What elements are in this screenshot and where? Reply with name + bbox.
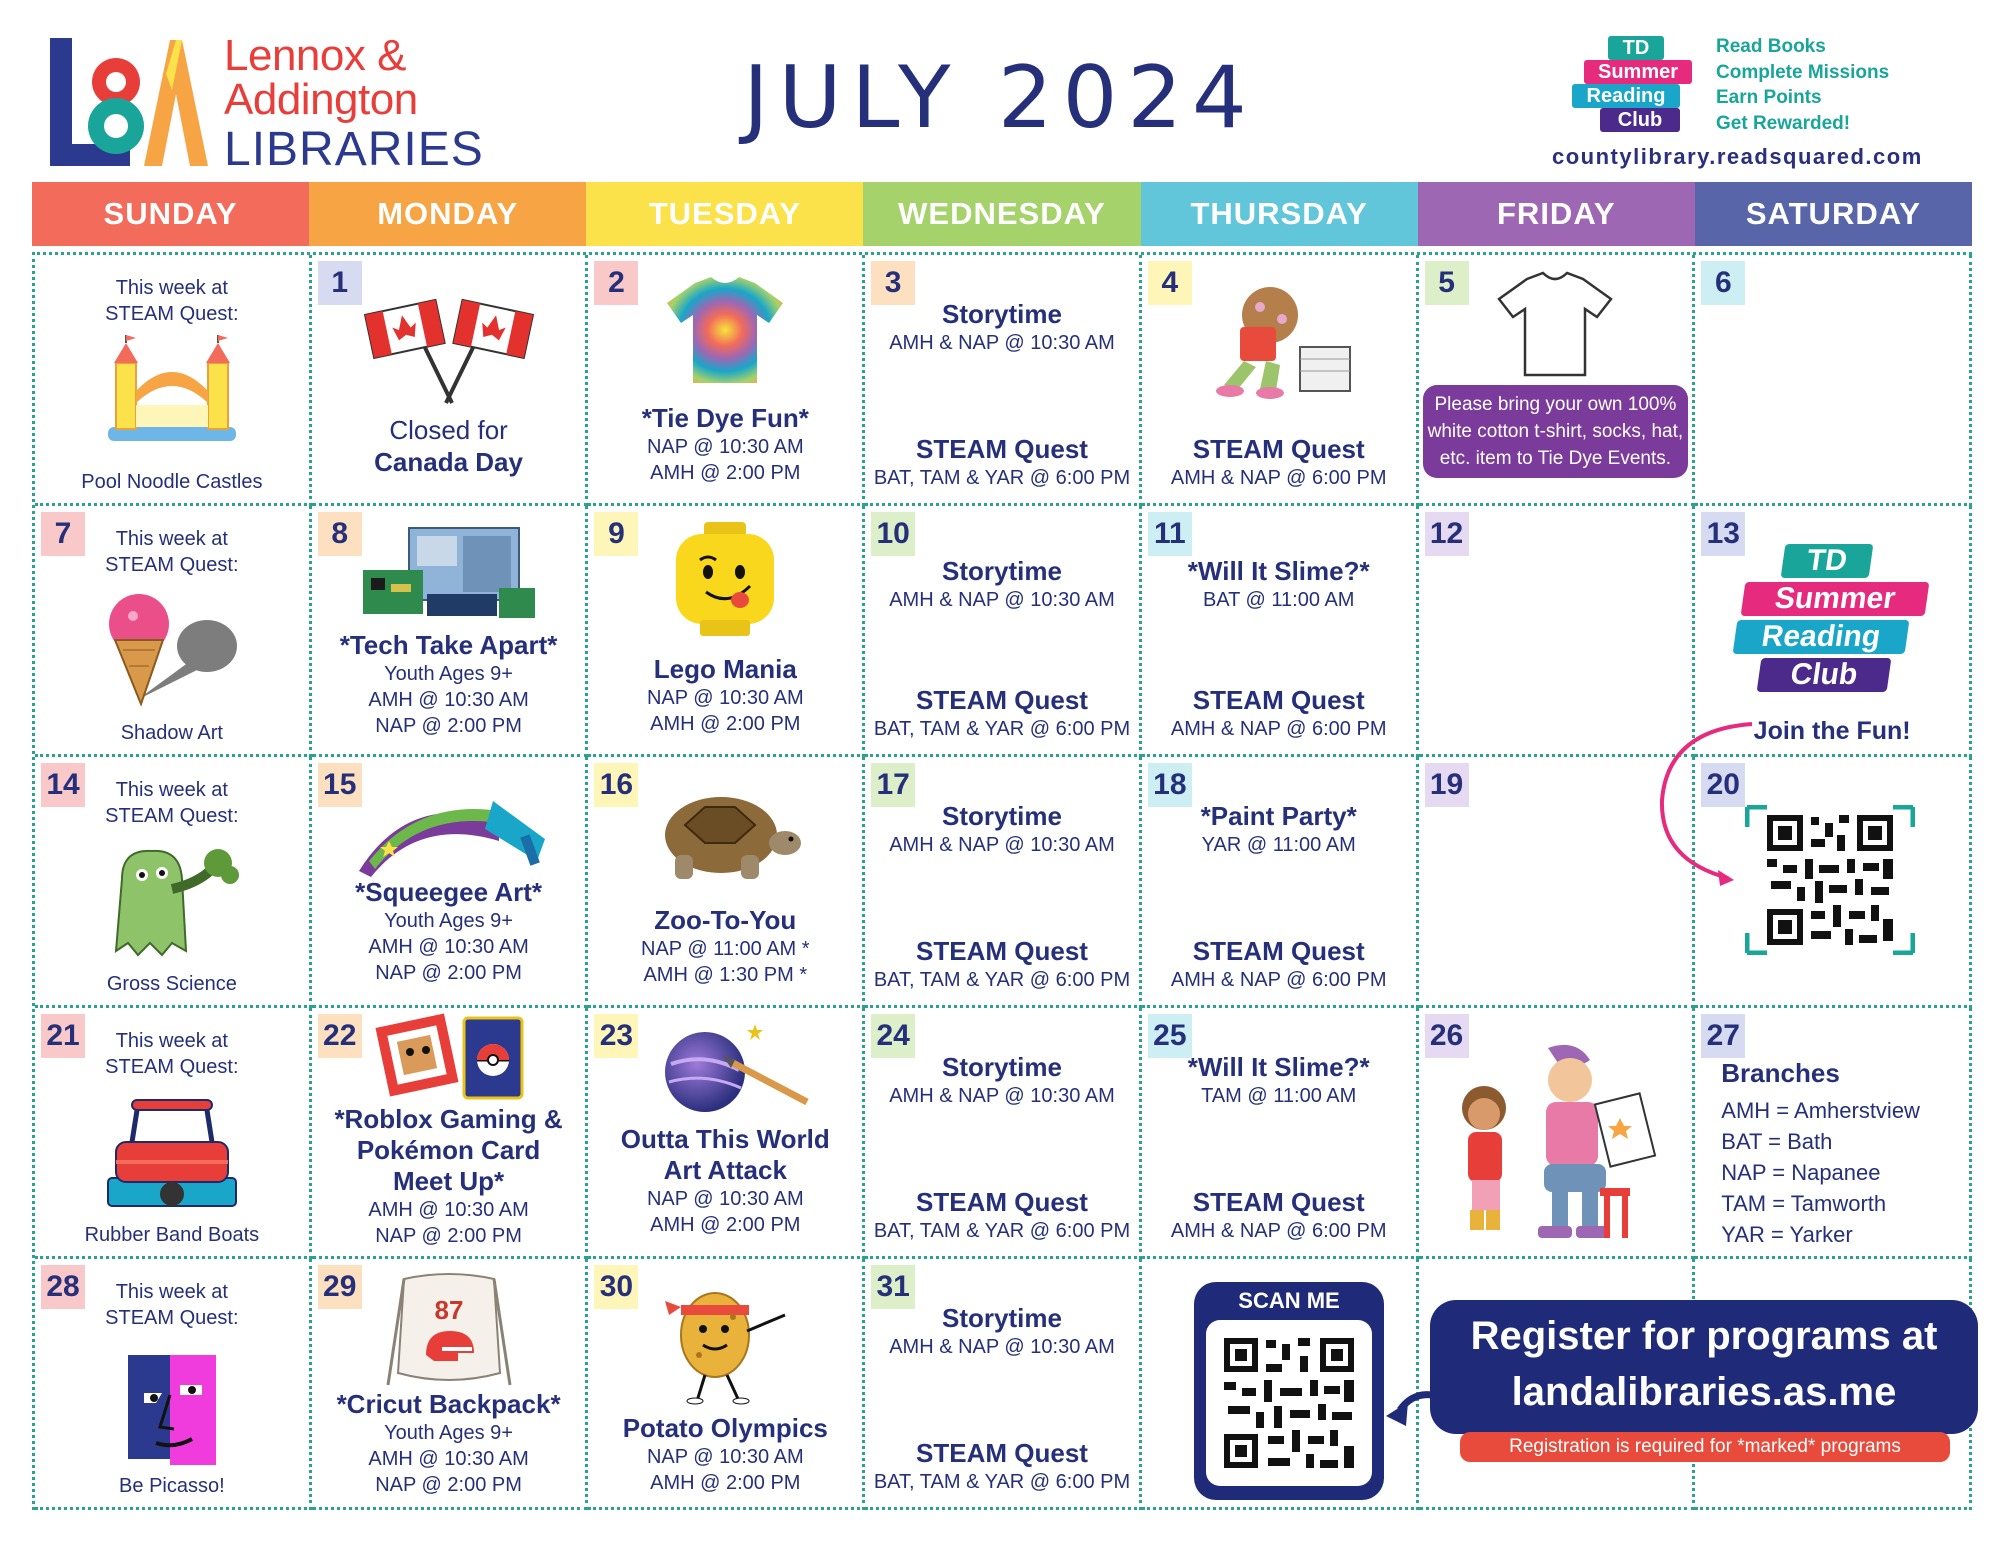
reading-character-icon (1204, 285, 1354, 400)
storytime-event (865, 1303, 1139, 1360)
day-header-sunday: SUNDAY (32, 182, 309, 246)
month-title: JULY 2024 (743, 48, 1257, 148)
steam-quest-event (1142, 434, 1416, 491)
event-time-2: NAP @ 2:00 PM (375, 715, 522, 737)
event-time-2: NAP @ 2:00 PM (375, 1474, 522, 1496)
steam-quest-event (865, 1187, 1139, 1244)
event-tie-dye (588, 403, 862, 486)
la-logo-mark-icon (48, 34, 208, 169)
event-title-1: Outta This World (620, 1124, 830, 1154)
steam-quest-event (1142, 1187, 1416, 1244)
pink-arrow-icon (1648, 720, 1758, 890)
storytime-title: Storytime (942, 1303, 1062, 1333)
event-potato (588, 1413, 862, 1496)
computer-parts-icon (359, 524, 539, 624)
date-number: 11 (1148, 512, 1192, 556)
event-time-2: AMH @ 2:00 PM (650, 462, 801, 484)
event-closed (312, 413, 586, 478)
steam-quest-event (1142, 936, 1416, 993)
event-ages: Youth Ages 9+ (384, 910, 513, 932)
branch-item: BAT = Bath (1721, 1129, 1833, 1154)
intro-line-2: STEAM Quest: (105, 554, 239, 576)
ice-cream-shadow-icon (97, 588, 247, 708)
steam-week-3-name: Gross Science (106, 973, 237, 995)
tortoise-icon (645, 785, 805, 885)
storytime-event (865, 1052, 1139, 1109)
register-box[interactable] (1430, 1300, 1978, 1434)
steam-title: STEAM Quest (1192, 685, 1365, 715)
tshirt-reminder-note: Please bring your own 100% white cotton t-shirt, socks, hat, etc. item to Tie Dye Events. (1423, 385, 1689, 478)
register-qr-code-icon (1206, 1320, 1372, 1486)
day-header-thursday: THURSDAY (1141, 182, 1418, 246)
day-cell-23[interactable] (588, 1008, 865, 1259)
src-url-link[interactable]: countylibrary.readsquared.com (1552, 144, 1923, 169)
date-number: 21 (41, 1014, 85, 1058)
day-header-friday: FRIDAY (1418, 182, 1695, 246)
badge-summer: Summer (1584, 60, 1692, 84)
steam-time: BAT, TAM & YAR @ 6:00 PM (873, 1220, 1131, 1242)
steam-time: AMH & NAP @ 6:00 PM (1170, 969, 1387, 991)
day-cell-26[interactable] (1419, 1008, 1696, 1259)
lego-head-icon (670, 520, 780, 640)
event-time-2: AMH @ 1:30 PM * (643, 964, 808, 986)
date-number: 29 (318, 1265, 362, 1309)
event-time-1: AMH @ 10:30 AM (368, 1448, 529, 1470)
event-paint (1142, 801, 1416, 858)
branch-item: YAR = Yarker (1721, 1222, 1853, 1247)
storytime-time: AMH & NAP @ 10:30 AM (889, 1336, 1115, 1358)
branch-item: AMH = Amherstview (1721, 1098, 1920, 1123)
steam-quest-event (1142, 685, 1416, 742)
picasso-face-icon (122, 1351, 222, 1467)
event-time-1: AMH @ 10:30 AM (368, 936, 529, 958)
steam-quest-intro (35, 275, 309, 327)
jersey-number: 87 (434, 1295, 464, 1325)
date-number: 26 (1425, 1014, 1469, 1058)
steam-time: BAT, TAM & YAR @ 6:00 PM (873, 718, 1131, 740)
event-outta (588, 1124, 862, 1238)
club-badge-club: Club (1757, 658, 1892, 692)
event-slime-2 (1142, 1052, 1416, 1109)
day-cell-25[interactable] (1142, 1008, 1419, 1259)
steam-title: STEAM Quest (1192, 1187, 1365, 1217)
day-header-tuesday: TUESDAY (586, 182, 863, 246)
steam-time: AMH & NAP @ 6:00 PM (1170, 1220, 1387, 1242)
event-time-1: TAM @ 11:00 AM (1201, 1085, 1357, 1107)
src-tagline (1716, 34, 1889, 136)
day-cell-10[interactable] (865, 506, 1142, 757)
event-title: Lego Mania (653, 654, 797, 684)
steam-title: STEAM Quest (916, 1438, 1088, 1468)
qr-code-icon[interactable] (1745, 805, 1915, 955)
intro-line-2: STEAM Quest: (105, 1307, 239, 1329)
storytime-title: Storytime (942, 1052, 1062, 1082)
date-number: 2 (594, 261, 638, 305)
date-number: 27 (1701, 1014, 1745, 1058)
intro-line-2: STEAM Quest: (105, 805, 239, 827)
event-lego (588, 654, 862, 737)
event-time-1: NAP @ 10:30 AM (646, 436, 804, 458)
date-number: 14 (41, 763, 85, 807)
steam-week-title (35, 971, 309, 997)
intro-line-1: This week at (115, 277, 228, 299)
event-title-2: Pokémon Card (356, 1135, 541, 1165)
td-src-badge (1572, 36, 1692, 136)
branch-item: TAM = Tamworth (1721, 1191, 1887, 1216)
club-badge-reading: Reading (1733, 620, 1910, 654)
event-title-2: Art Attack (663, 1155, 787, 1185)
day-cell-31[interactable] (865, 1259, 1142, 1510)
steam-week-5-name: Be Picasso! (119, 1475, 225, 1497)
event-time-1: NAP @ 11:00 AM * (641, 938, 810, 960)
event-title: *Paint Party* (1200, 801, 1357, 831)
steam-time: BAT, TAM & YAR @ 6:00 PM (873, 467, 1131, 489)
join-fun-label: Join the Fun! (1753, 717, 1911, 745)
day-cell-21[interactable] (35, 1008, 312, 1259)
steam-week-title (35, 720, 309, 746)
date-number: 20 (1701, 763, 1745, 807)
event-title: *Tie Dye Fun* (641, 403, 809, 433)
day-cell-11[interactable] (1142, 506, 1419, 757)
event-tech (312, 630, 586, 739)
event-title-1: *Roblox Gaming & (334, 1104, 563, 1134)
day-cell-27[interactable] (1695, 1008, 1972, 1259)
tagline-2: Complete Missions (1716, 61, 1890, 83)
registration-required-note: Registration is required for *marked* programs (1460, 1432, 1950, 1462)
logo-line-3: LIBRARIES (224, 123, 484, 176)
intro-line-1: This week at (115, 528, 228, 550)
day-cell-4[interactable] (1142, 255, 1419, 506)
day-cell-9[interactable] (588, 506, 865, 757)
steam-quest-event (865, 434, 1139, 491)
date-number: 7 (41, 512, 85, 556)
event-time-1: BAT @ 11:00 AM (1202, 589, 1355, 611)
tagline-1: Read Books (1716, 36, 1826, 57)
day-cell-17[interactable] (865, 757, 1142, 1008)
steam-week-title (35, 469, 309, 495)
date-number: 4 (1148, 261, 1192, 305)
planet-paintbrush-icon (635, 1016, 815, 1116)
day-cell-18[interactable] (1142, 757, 1419, 1008)
event-time-1: YAR @ 11:00 AM (1201, 834, 1356, 856)
date-number: 6 (1701, 261, 1745, 305)
badge-td: TD (1608, 36, 1664, 60)
drawstring-backpack-icon (384, 1269, 514, 1389)
event-zoo (588, 905, 862, 988)
day-cell-8[interactable] (312, 506, 589, 757)
event-time-2: AMH @ 2:00 PM (650, 1472, 801, 1494)
day-header-wednesday: WEDNESDAY (863, 182, 1140, 246)
date-number: 19 (1425, 763, 1469, 807)
white-tshirt-icon (1495, 271, 1615, 379)
day-cell-7[interactable] (35, 506, 312, 757)
scan-me-label: SCAN ME (1238, 1288, 1340, 1313)
date-number: 22 (318, 1014, 362, 1058)
steam-week-1-name: Pool Noodle Castles (81, 471, 263, 493)
td-src-club-badge (1735, 544, 1935, 694)
event-title: *Tech Take Apart* (339, 630, 558, 660)
logo-text (224, 31, 484, 176)
day-cell-22[interactable] (312, 1008, 589, 1259)
event-time-2: AMH @ 2:00 PM (650, 713, 801, 735)
date-number: 1 (318, 261, 362, 305)
date-number: 5 (1425, 261, 1469, 305)
date-number: 13 (1701, 512, 1745, 556)
day-header-monday: MONDAY (309, 182, 586, 246)
event-time-1: AMH @ 10:30 AM (368, 689, 529, 711)
steam-quest-intro (35, 777, 309, 829)
library-logo (48, 31, 484, 176)
register-line-1: Register for programs at (1470, 1314, 1938, 1358)
date-number: 30 (594, 1265, 638, 1309)
day-cell-15[interactable] (312, 757, 589, 1008)
closed-reason: Canada Day (374, 447, 523, 477)
storytime-time: AMH & NAP @ 10:30 AM (889, 834, 1115, 856)
branches-title: Branches (1721, 1058, 1840, 1088)
day-cell-2[interactable] (588, 255, 865, 506)
storytime-title: Storytime (942, 299, 1062, 329)
date-number: 8 (318, 512, 362, 556)
tagline-3: Earn Points (1716, 87, 1822, 108)
bouncy-castle-icon (102, 333, 242, 443)
date-number: 17 (871, 763, 915, 807)
day-cell-14[interactable] (35, 757, 312, 1008)
date-number: 16 (594, 763, 638, 807)
branch-item: NAP = Napanee (1721, 1160, 1881, 1185)
roblox-pokemon-card-icon (372, 1012, 532, 1102)
steam-quest-intro (35, 1279, 309, 1331)
day-cell-30[interactable] (588, 1259, 865, 1510)
badge-reading: Reading (1572, 84, 1680, 108)
steam-quest-intro (35, 526, 309, 578)
event-squeegee (312, 877, 586, 986)
event-time-2: AMH @ 2:00 PM (650, 1214, 801, 1236)
event-time-1: AMH @ 10:30 AM (368, 1199, 529, 1221)
qr-code-box[interactable] (1206, 1320, 1372, 1486)
day-cell-3[interactable] (865, 255, 1142, 506)
storytime-event (865, 556, 1139, 613)
steam-time: AMH & NAP @ 6:00 PM (1170, 467, 1387, 489)
event-ages: Youth Ages 9+ (384, 663, 513, 685)
date-number: 9 (594, 512, 638, 556)
steam-week-title (35, 1222, 309, 1248)
scan-me-qr-panel[interactable] (1194, 1282, 1384, 1500)
storytime-title: Storytime (942, 556, 1062, 586)
closed-line: Closed for (389, 415, 508, 445)
steam-time: AMH & NAP @ 6:00 PM (1170, 718, 1387, 740)
event-roblox (312, 1104, 586, 1249)
badge-club: Club (1600, 108, 1680, 132)
club-badge-td: TD (1781, 544, 1874, 578)
event-ages: Youth Ages 9+ (384, 1422, 513, 1444)
steam-quest-intro (35, 1028, 309, 1080)
logo-line-1: Lennox & (224, 31, 406, 80)
paddle-boat-icon (102, 1092, 242, 1210)
event-cricut (312, 1389, 586, 1498)
event-time-2: NAP @ 2:00 PM (375, 962, 522, 984)
day-cell-24[interactable] (865, 1008, 1142, 1259)
storytime-event (865, 801, 1139, 858)
date-number: 31 (871, 1265, 915, 1309)
day-header-saturday: SATURDAY (1695, 182, 1972, 246)
date-number: 28 (41, 1265, 85, 1309)
event-time-1: NAP @ 10:30 AM (646, 1188, 804, 1210)
intro-line-2: STEAM Quest: (105, 303, 239, 325)
steam-quest-event (865, 1438, 1139, 1495)
canada-flags-icon (364, 285, 534, 405)
event-title: *Will It Slime?* (1187, 1052, 1370, 1082)
event-time-1: NAP @ 10:30 AM (646, 687, 804, 709)
event-title: *Squeegee Art* (355, 877, 542, 907)
event-title: *Cricut Backpack* (336, 1389, 561, 1419)
children-reading-icon (1440, 1038, 1670, 1248)
weekday-header-row (32, 182, 1972, 246)
day-cell-empty-sun (35, 255, 312, 506)
steam-week-2-name: Shadow Art (120, 722, 223, 744)
event-slime-1 (1142, 556, 1416, 613)
date-number: 3 (871, 261, 915, 305)
tie-dye-shirt-icon (665, 275, 785, 385)
day-cell-5[interactable] (1419, 255, 1696, 506)
day-cell-6[interactable] (1695, 255, 1972, 506)
steam-title: STEAM Quest (916, 685, 1088, 715)
squeegee-rainbow-icon (349, 781, 549, 881)
event-title: *Will It Slime?* (1187, 556, 1370, 586)
steam-title: STEAM Quest (916, 936, 1088, 966)
register-banner[interactable] (1430, 1300, 1978, 1500)
steam-quest-event (865, 936, 1139, 993)
intro-line-1: This week at (115, 1281, 228, 1303)
date-number: 12 (1425, 512, 1469, 556)
storytime-time: AMH & NAP @ 10:30 AM (889, 1085, 1115, 1107)
steam-title: STEAM Quest (916, 1187, 1088, 1217)
intro-line-2: STEAM Quest: (105, 1056, 239, 1078)
date-number: 25 (1148, 1014, 1192, 1058)
event-title-3: Meet Up* (392, 1166, 505, 1196)
date-number: 18 (1148, 763, 1192, 807)
day-cell-29[interactable] (312, 1259, 589, 1510)
storytime-time: AMH & NAP @ 10:30 AM (889, 589, 1115, 611)
steam-title: STEAM Quest (1192, 434, 1365, 464)
steam-time: BAT, TAM & YAR @ 6:00 PM (873, 1471, 1131, 1493)
intro-line-1: This week at (115, 779, 228, 801)
branches-legend (1721, 1058, 1920, 1250)
register-url[interactable]: landalibraries.as.me (1511, 1370, 1897, 1414)
day-cell-1[interactable] (312, 255, 589, 506)
steam-title: STEAM Quest (1192, 936, 1365, 966)
tagline-4: Get Rewarded! (1716, 112, 1851, 134)
storytime-time: AMH & NAP @ 10:30 AM (889, 332, 1115, 354)
slime-monster-icon (102, 839, 242, 959)
event-time-1: NAP @ 10:30 AM (646, 1446, 804, 1468)
steam-title: STEAM Quest (916, 434, 1088, 464)
steam-week-4-name: Rubber Band Boats (84, 1224, 260, 1246)
event-title: Zoo-To-You (654, 905, 797, 935)
steam-week-title (35, 1473, 309, 1499)
date-number: 24 (871, 1014, 915, 1058)
date-number: 15 (318, 763, 362, 807)
steam-time: BAT, TAM & YAR @ 6:00 PM (873, 969, 1131, 991)
event-title: Potato Olympics (622, 1413, 828, 1443)
steam-quest-event (865, 685, 1139, 742)
potato-athlete-icon (655, 1275, 795, 1405)
event-time-2: NAP @ 2:00 PM (375, 1225, 522, 1247)
storytime-event (865, 299, 1139, 356)
day-cell-16[interactable] (588, 757, 865, 1008)
club-badge-summer: Summer (1741, 582, 1930, 616)
intro-line-1: This week at (115, 1030, 228, 1052)
logo-line-2: Addington (224, 75, 418, 124)
storytime-title: Storytime (942, 801, 1062, 831)
day-cell-28[interactable] (35, 1259, 312, 1510)
date-number: 23 (594, 1014, 638, 1058)
date-number: 10 (871, 512, 915, 556)
